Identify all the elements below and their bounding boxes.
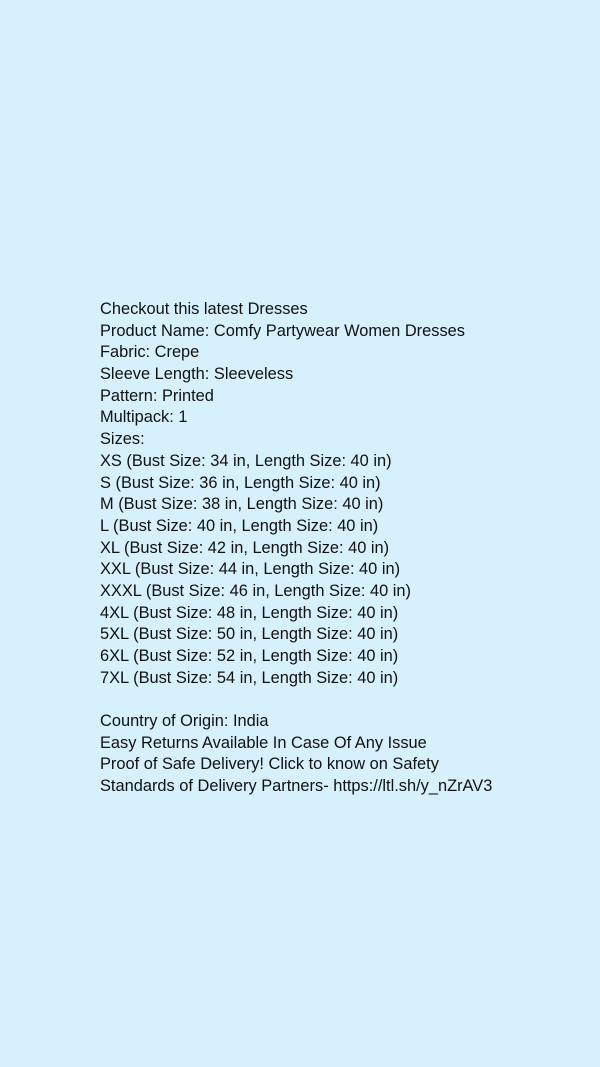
size-line-xs: XS (Bust Size: 34 in, Length Size: 40 in) [100, 451, 392, 470]
size-line-6xl: 6XL (Bust Size: 52 in, Length Size: 40 in) [100, 647, 399, 665]
size-line-l: L (Bust Size: 40 in, Length Size: 40 in) [100, 516, 379, 535]
sleeve-length-line: Sleeve Length: Sleeveless [100, 365, 294, 384]
pattern-line: Pattern: Printed [100, 386, 214, 405]
size-line-s: S (Bust Size: 36 in, Length Size: 40 in) [100, 473, 381, 492]
spacer [100, 689, 580, 711]
country-of-origin-line: Country of Origin: India [100, 712, 269, 731]
size-line-xxl: XXL (Bust Size: 44 in, Length Size: 40 in) [100, 560, 401, 579]
fabric-line: Fabric: Crepe [100, 343, 200, 362]
size-line-4xl: 4XL (Bust Size: 48 in, Length Size: 40 in) [100, 603, 399, 622]
product-details-list [100, 321, 580, 451]
sizes-heading: Sizes: [100, 430, 145, 449]
multipack-line: Multipack: 1 [100, 408, 188, 427]
footer-info [100, 711, 580, 798]
size-line-7xl: 7XL (Bust Size: 54 in, Length Size: 40 in) [100, 668, 399, 687]
size-line-5xl: 5XL (Bust Size: 50 in, Length Size: 40 in) [100, 625, 399, 644]
size-line-xxxl: XXXL (Bust Size: 46 in, Length Size: 40 in) [100, 581, 411, 600]
size-line-m: M (Bust Size: 38 in, Length Size: 40 in) [100, 495, 384, 514]
delivery-partners-line: Standards of Delivery Partners- https://ltl.sh/y_nZrAV3 [100, 777, 493, 796]
description-heading: Checkout this latest Dresses [100, 300, 308, 318]
size-list [100, 451, 580, 690]
product-description [100, 299, 580, 798]
size-line-xl: XL (Bust Size: 42 in, Length Size: 40 in) [100, 538, 390, 557]
easy-returns-line: Easy Returns Available In Case Of Any Issue [100, 733, 427, 752]
product-name-line: Product Name: Comfy Partywear Women Dresses [100, 321, 465, 340]
safe-delivery-line: Proof of Safe Delivery! Click to know on Safety [100, 755, 439, 774]
